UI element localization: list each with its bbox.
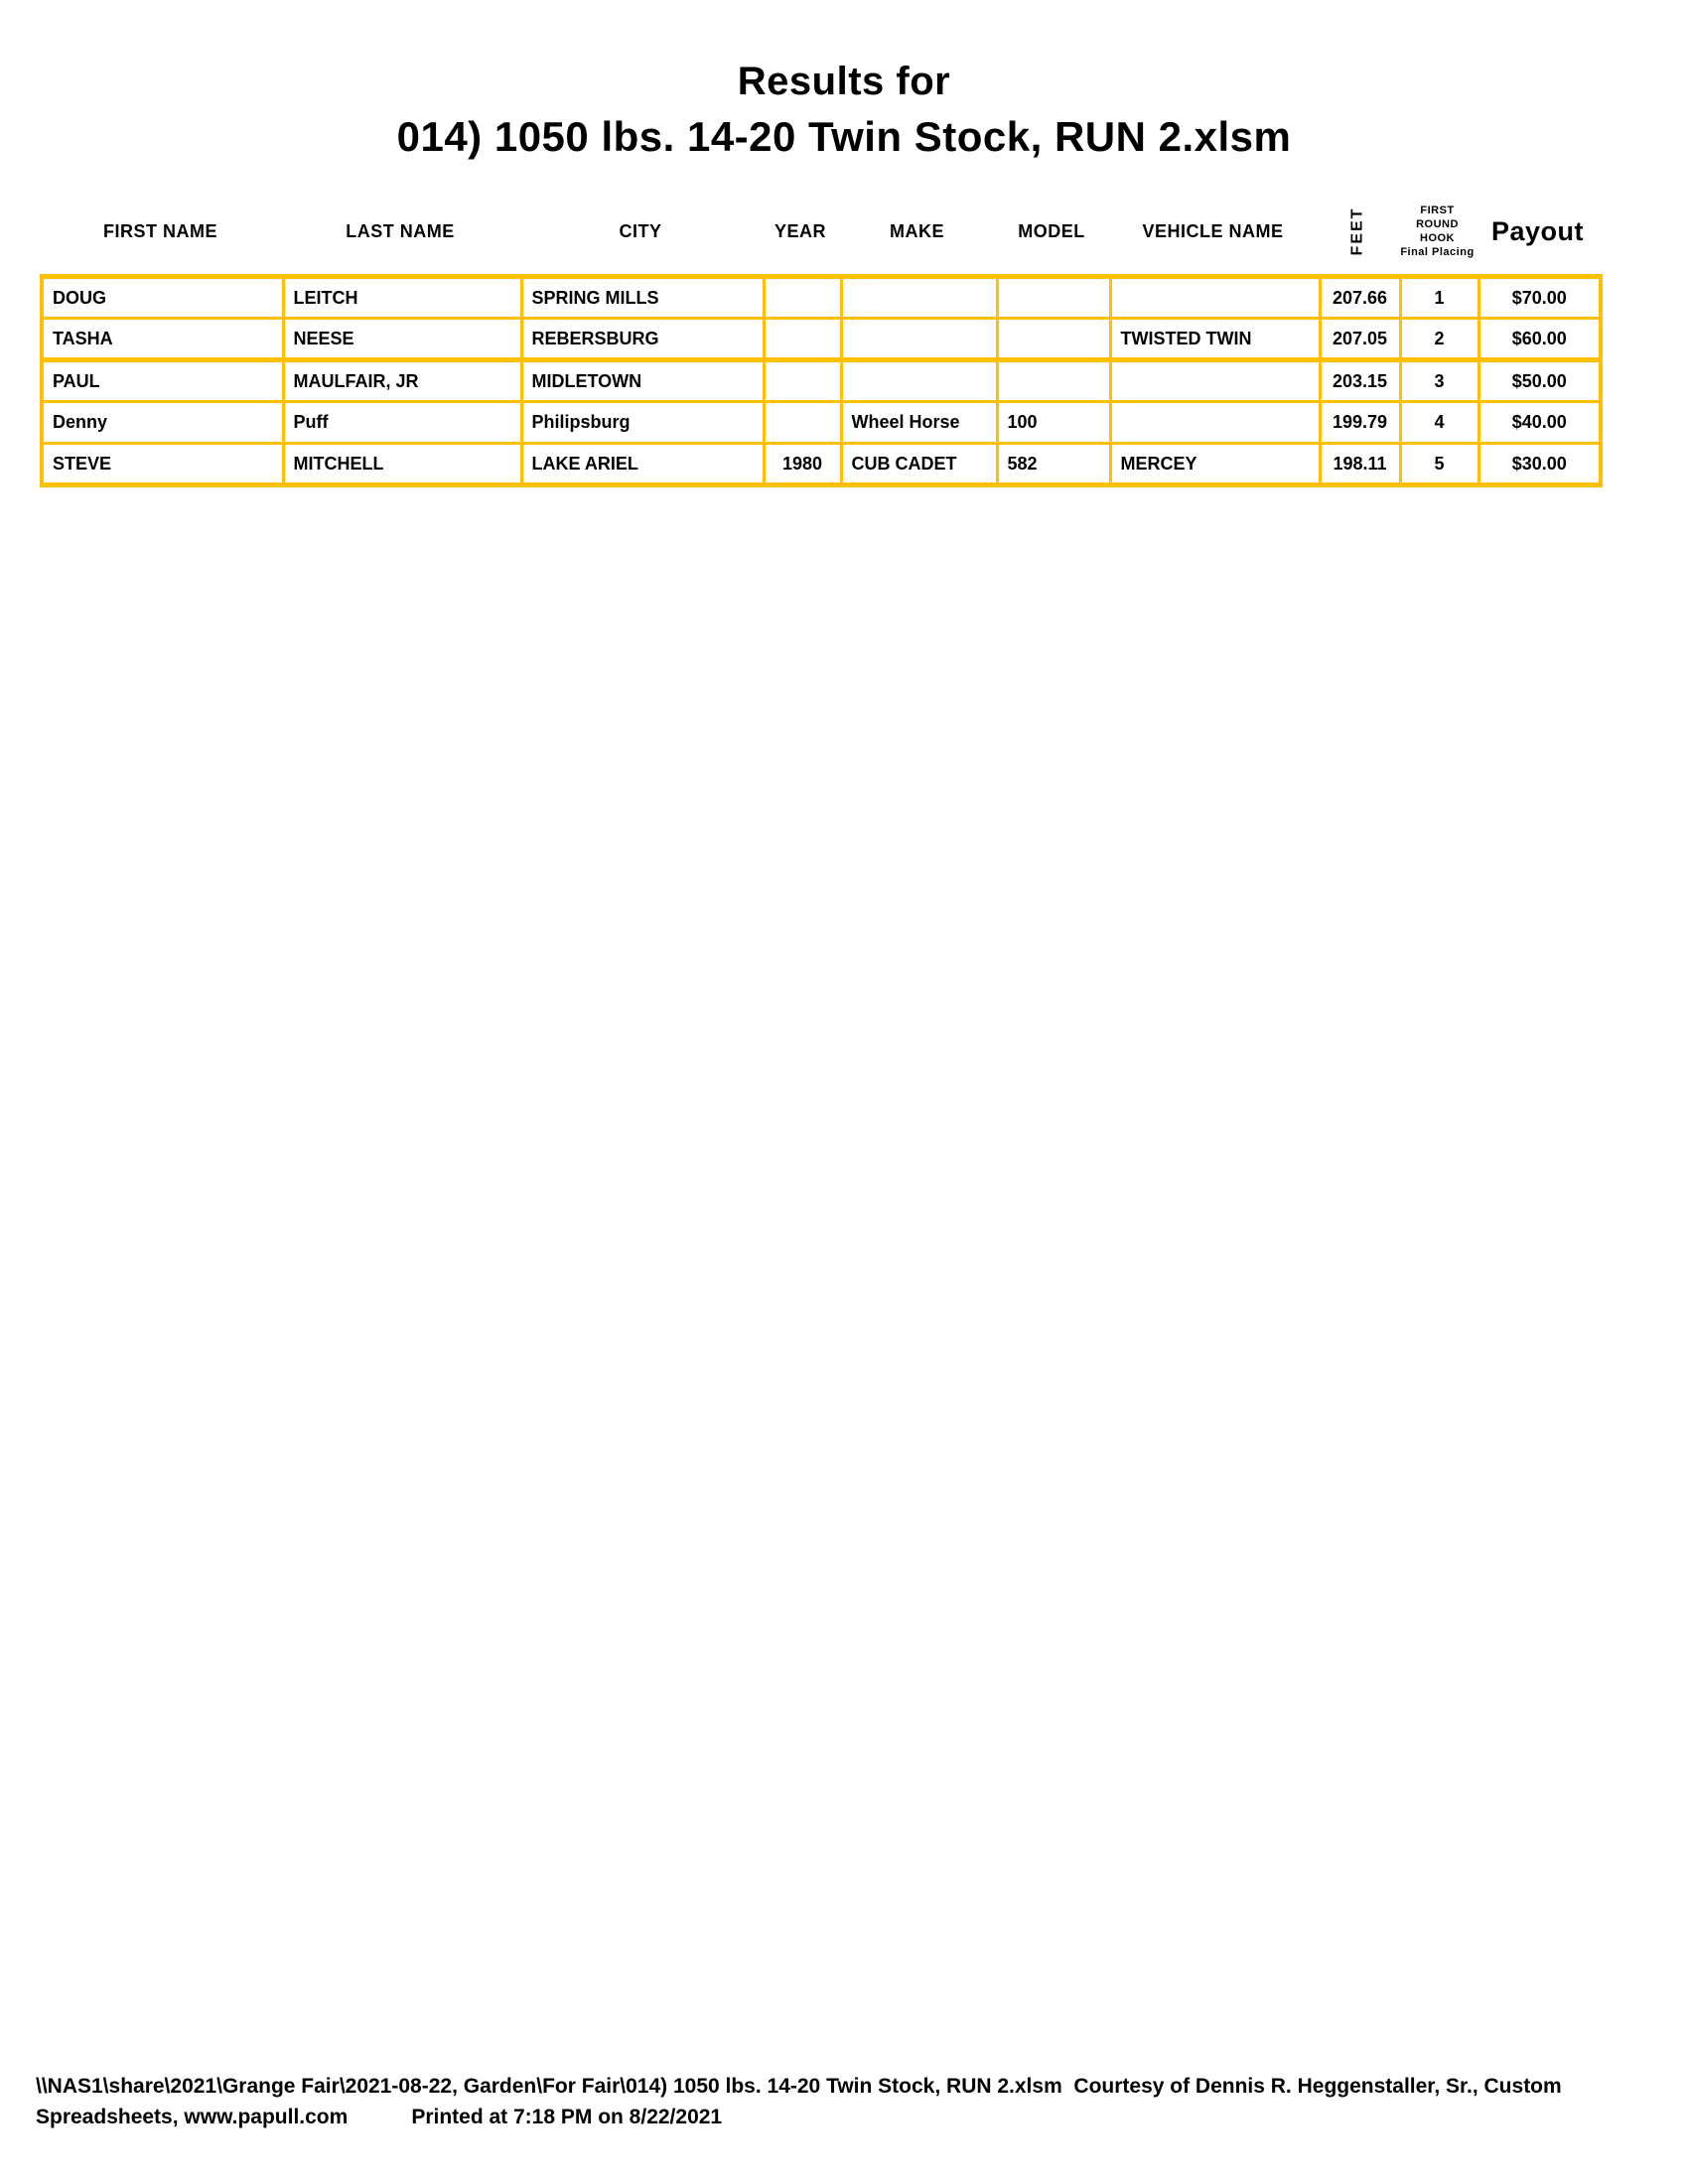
cell-city: Philipsburg: [521, 402, 764, 444]
footer-credit-left: Spreadsheets, www.papull.com: [36, 2106, 349, 2128]
cell-make: Wheel Horse: [841, 402, 997, 444]
cell-year: [764, 360, 841, 402]
column-header-first-name: FIRST NAME: [103, 220, 217, 241]
cell-last-name: LEITCH: [283, 277, 521, 319]
cell-payout: $70.00: [1478, 277, 1601, 319]
cell-last-name: NEESE: [283, 319, 521, 360]
report-title: Results for: [737, 60, 951, 103]
cell-model: [997, 277, 1110, 319]
placing-header-line2: HOOK: [1420, 232, 1455, 244]
cell-first-name: STEVE: [42, 444, 283, 485]
cell-city: SPRING MILLS: [521, 277, 764, 319]
cell-city: LAKE ARIEL: [521, 444, 764, 485]
placing-header-line3: Final Placing: [1400, 246, 1475, 258]
results-table: [40, 274, 1603, 487]
table-row: [42, 444, 1601, 485]
column-header-final-placing: [1398, 204, 1477, 259]
cell-model: [997, 319, 1110, 360]
footer-printed-timestamp: Printed at 7:18 PM on 8/22/2021: [411, 2106, 723, 2128]
cell-first-name: PAUL: [42, 360, 283, 402]
footer-credit-line: [36, 2102, 1664, 2132]
table-row: [42, 277, 1601, 319]
report-subtitle-filename: 014) 1050 lbs. 14-20 Twin Stock, RUN 2.xlsm: [396, 113, 1292, 160]
column-header-payout: Payout: [1490, 215, 1585, 246]
cell-vehicle-name: [1110, 402, 1320, 444]
cell-feet: 207.66: [1320, 277, 1400, 319]
cell-feet: 203.15: [1320, 360, 1400, 402]
column-header-make: MAKE: [890, 220, 944, 241]
cell-make: [841, 319, 997, 360]
cell-feet: 198.11: [1320, 444, 1400, 485]
cell-placing: 5: [1400, 444, 1478, 485]
cell-vehicle-name: MERCEY: [1110, 444, 1320, 485]
cell-model: [997, 360, 1110, 402]
column-header-feet: [1318, 206, 1398, 256]
cell-first-name: Denny: [42, 402, 283, 444]
cell-first-name: DOUG: [42, 277, 283, 319]
cell-make: [841, 277, 997, 319]
cell-payout: $40.00: [1478, 402, 1601, 444]
cell-payout: $30.00: [1478, 444, 1601, 485]
cell-model: 100: [997, 402, 1110, 444]
cell-model: 582: [997, 444, 1110, 485]
column-header-city: CITY: [619, 220, 662, 241]
cell-year: [764, 319, 841, 360]
cell-placing: 2: [1400, 319, 1478, 360]
report-footer: [36, 2071, 1664, 2132]
cell-payout: $60.00: [1478, 319, 1601, 360]
feet-rotated-label: FEET: [1348, 206, 1366, 256]
cell-feet: 207.05: [1320, 319, 1400, 360]
cell-year: 1980: [764, 444, 841, 485]
cell-vehicle-name: TWISTED TWIN: [1110, 319, 1320, 360]
cell-city: MIDLETOWN: [521, 360, 764, 402]
table-header-row: [40, 193, 1599, 270]
cell-last-name: Puff: [283, 402, 521, 444]
cell-feet: 199.79: [1320, 402, 1400, 444]
cell-first-name: TASHA: [42, 319, 283, 360]
cell-last-name: MAULFAIR, JR: [283, 360, 521, 402]
table-row: [42, 402, 1601, 444]
cell-placing: 1: [1400, 277, 1478, 319]
cell-make: CUB CADET: [841, 444, 997, 485]
column-header-model: MODEL: [1018, 220, 1085, 241]
cell-placing: 3: [1400, 360, 1478, 402]
table-row: [42, 319, 1601, 360]
cell-vehicle-name: [1110, 360, 1320, 402]
cell-year: [764, 277, 841, 319]
cell-vehicle-name: [1110, 277, 1320, 319]
cell-last-name: MITCHELL: [283, 444, 521, 485]
column-header-vehicle-name: VEHICLE NAME: [1142, 220, 1284, 241]
table-row: [42, 360, 1601, 402]
footer-file-path: \\NAS1\share\2021\Grange Fair\2021-08-22, Garden\For Fair\014) 1050 lbs. 14-20 Twin Stock, RUN 2.xlsm Courtesy of Dennis R. Heggenstaller, Sr., Custom: [36, 2075, 1562, 2098]
column-header-year: YEAR: [774, 220, 826, 241]
cell-payout: $50.00: [1478, 360, 1601, 402]
cell-city: REBERSBURG: [521, 319, 764, 360]
cell-make: [841, 360, 997, 402]
placing-header-line1: FIRST ROUND: [1416, 205, 1459, 230]
column-header-last-name: LAST NAME: [346, 220, 455, 241]
cell-placing: 4: [1400, 402, 1478, 444]
cell-year: [764, 402, 841, 444]
